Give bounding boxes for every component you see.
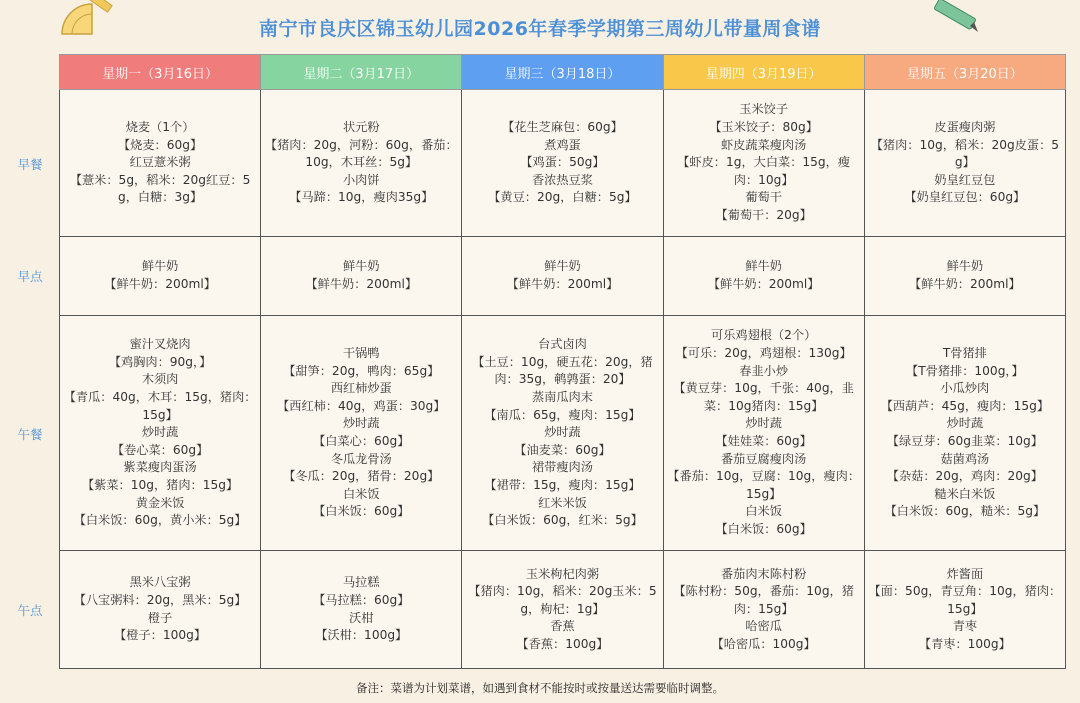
day-header-friday: 星期五（3月20日） xyxy=(864,55,1065,90)
menu-cell-breakfast-friday xyxy=(864,90,1065,237)
ingredient-line: 【葡萄干：20g】 xyxy=(715,207,812,222)
menu-cell-morning-snack-friday xyxy=(864,237,1065,316)
dish-name: 奶皇红豆包 xyxy=(934,172,996,187)
dish-name: 鲜牛奶 xyxy=(141,259,179,274)
dish-name: 小肉饼 xyxy=(343,172,380,187)
dish-name: 黑米八宝粥 xyxy=(129,575,191,590)
dish-name: 白米饭 xyxy=(343,486,380,501)
ingredient-line: 【白米饭：60g，糙米：5g】 xyxy=(884,504,1046,519)
ingredient-line: 【卷心菜：60g】 xyxy=(111,442,209,457)
ingredient-line: 【猪肉：10g，稻米：20g玉米：5g，枸杞：1g】 xyxy=(468,584,657,616)
dish-name: 鲜牛奶 xyxy=(343,259,380,274)
ingredient-line: 【鲜牛奶：200ml】 xyxy=(707,277,820,291)
menu-cell-lunch-friday xyxy=(864,316,1065,551)
menu-cell-afternoon-snack-friday xyxy=(864,551,1065,669)
ingredient-line: 【陈村粉：50g，番茄：10g，猪肉：15g】 xyxy=(673,584,854,616)
dish-name: 炒时蔬 xyxy=(141,425,179,440)
dish-name: 红米米饭 xyxy=(538,495,587,510)
dish-name: 菇菌鸡汤 xyxy=(940,451,990,466)
ingredient-line: 【裙带：15g，瘦肉：15g】 xyxy=(484,477,641,492)
dish-name: 炒时蔬 xyxy=(544,425,581,440)
weekly-menu-table xyxy=(59,54,1066,669)
meal-label-afternoon-snack: 午点 xyxy=(17,603,43,618)
ingredient-line: 【黄豆：20g，白糖：5g】 xyxy=(488,190,637,205)
dish-name: 春韭小炒 xyxy=(739,363,789,378)
ingredient-line: 【可乐：20g，鸡翅根：130g】 xyxy=(675,346,852,361)
dish-name: 沃柑 xyxy=(349,610,374,625)
dish-name: 番茄肉末陈村粉 xyxy=(721,566,807,581)
ingredient-line: 【白菜心：60g】 xyxy=(313,434,410,448)
dish-name: 糙米白米饭 xyxy=(934,486,996,501)
menu-cell-breakfast-thursday xyxy=(663,90,864,237)
ingredient-line: 【杂菇：20g，鸡肉：20g】 xyxy=(886,469,1043,484)
ingredient-line: 【猪肉：20g，河粉：60g，番茄：10g，木耳丝：5g】 xyxy=(264,137,458,170)
dish-name: 炸酱面 xyxy=(946,566,984,581)
ingredient-line: 【娃娃菜：60g】 xyxy=(715,434,812,448)
meal-row-afternoon-snack xyxy=(60,551,1066,669)
menu-cell-morning-snack-thursday xyxy=(663,237,864,316)
dish-name: 西红柿炒蛋 xyxy=(330,381,392,396)
dish-name: 哈密瓜 xyxy=(745,619,782,634)
meal-row-morning-snack xyxy=(60,237,1066,316)
ingredient-line: 【玉米饺子：80g】 xyxy=(709,120,818,135)
dish-name: 蜜汁叉烧肉 xyxy=(129,337,191,352)
dish-name: 黄金米饭 xyxy=(135,495,185,510)
menu-cell-lunch-tuesday xyxy=(261,316,462,551)
dish-name: 煮鸡蛋 xyxy=(544,137,581,152)
dish-name: 红豆薏米粥 xyxy=(129,155,191,170)
menu-cell-breakfast-wednesday xyxy=(462,90,663,237)
ingredient-line: 【白米饭：60g，黄小米：5g】 xyxy=(73,513,247,528)
meal-row-breakfast xyxy=(60,90,1066,237)
ingredient-line: 【西葫芦：45g，瘦肉：15g】 xyxy=(880,398,1050,413)
ingredient-line: 【番茄：10g，豆腐：10g，瘦肉：15g】 xyxy=(667,469,861,501)
ingredient-line: 【土豆：10g，硬五花：20g，猪肉：35g，鹌鹑蛋：20】 xyxy=(472,354,653,387)
dish-name: 葡萄干 xyxy=(745,190,782,205)
dish-name: 炒时蔬 xyxy=(343,416,380,431)
ingredient-line: 【白米饭：60g】 xyxy=(715,521,812,536)
dish-name: 烧麦（1个） xyxy=(125,120,195,135)
dish-name: 白米饭 xyxy=(745,504,782,519)
ingredient-line: 【鲜牛奶：200ml】 xyxy=(909,277,1021,291)
ingredient-line: 【甜笋：20g，鸭肉：65g】 xyxy=(283,363,440,378)
dish-name: 玉米枸杞肉粥 xyxy=(525,566,600,581)
ingredient-line: 【薏米：5g，稻米：20g红豆：5g，白糖：3g】 xyxy=(69,172,251,205)
dish-name: 香蕉 xyxy=(550,619,575,634)
ingredient-line: 【西红柿：40g，鸡蛋：30g】 xyxy=(277,398,446,413)
menu-cell-morning-snack-tuesday xyxy=(261,237,462,316)
day-header-thursday: 星期四（3月19日） xyxy=(663,55,864,90)
ingredient-line: 【花生芝麻包：60g】 xyxy=(502,120,623,135)
ingredient-line: 【白米饭：60g】 xyxy=(313,504,410,519)
ingredient-line: 【紫菜：10g，猪肉：15g】 xyxy=(82,477,239,492)
ingredient-line: 【八宝粥料：20g，黑米：5g】 xyxy=(73,592,247,607)
ingredient-line: 【香蕉：100g】 xyxy=(516,636,609,651)
menu-cell-lunch-thursday xyxy=(663,316,864,551)
dish-name: 炒时蔬 xyxy=(946,416,984,431)
ingredient-line: 【猪肉：10g，稻米：20g皮蛋：5g】 xyxy=(870,137,1060,170)
footnote: 备注：菜谱为计划菜谱，如遇到食材不能按时或按量送达需要临时调整。 xyxy=(356,681,724,695)
ingredient-line: 【烧麦：60g】 xyxy=(118,137,203,152)
dish-name: 木须肉 xyxy=(141,372,179,387)
dish-name: 台式卤肉 xyxy=(538,337,587,352)
ingredient-line: 【青枣：100g】 xyxy=(918,636,1011,651)
ingredient-line: 【白米饭：60g，红米：5g】 xyxy=(482,513,643,528)
dish-name: 鲜牛奶 xyxy=(946,259,984,274)
dish-name: 冬瓜龙骨汤 xyxy=(330,451,392,466)
ingredient-line: 【青瓜：40g，木耳：15g，猪肉：15g】 xyxy=(63,390,257,422)
day-header-row xyxy=(60,55,1066,90)
dish-name: 虾皮蔬菜瘦肉汤 xyxy=(721,137,807,152)
menu-cell-afternoon-snack-tuesday xyxy=(261,551,462,669)
ingredient-line: 【哈密瓜：100g】 xyxy=(711,636,816,651)
menu-cell-morning-snack-monday xyxy=(60,237,261,316)
ingredient-line: 【油麦菜：60g】 xyxy=(514,442,611,457)
ingredient-line: 【鲜牛奶：200ml】 xyxy=(506,277,619,291)
dish-name: 可乐鸡翅根（2个） xyxy=(711,328,817,343)
meal-label-breakfast: 早餐 xyxy=(17,157,43,172)
dish-name: 番茄豆腐瘦肉汤 xyxy=(721,451,807,466)
ingredient-line: 【鸡胸肉：90g，】 xyxy=(108,354,212,369)
dish-name: 蒸南瓜肉末 xyxy=(532,390,593,405)
menu-cell-breakfast-tuesday xyxy=(261,90,462,237)
page-title: 南宁市良庆区锦玉幼儿园2026年春季学期第三周幼儿带量周食谱 xyxy=(259,18,821,40)
ingredient-line: 【沃柑：100g】 xyxy=(315,628,408,643)
dish-name: 鲜牛奶 xyxy=(745,259,782,274)
ingredient-line: 【虾皮：1g，大白菜：15g，瘦肉：10g】 xyxy=(677,155,851,187)
ingredient-line: 【绿豆芽：60g韭菜：10g】 xyxy=(886,434,1043,448)
ingredient-line: 【奶皇红豆包：60g】 xyxy=(904,190,1026,205)
menu-cell-lunch-monday xyxy=(60,316,261,551)
ingredient-line: 【橙子：100g】 xyxy=(114,628,207,643)
menu-cell-breakfast-monday xyxy=(60,90,261,237)
ingredient-line: 【鲜牛奶：200ml】 xyxy=(104,277,216,291)
dish-name: 干锅鸭 xyxy=(343,346,380,361)
ingredient-line: 【冬瓜：20g，猪骨：20g】 xyxy=(283,469,440,484)
meal-label-morning-snack: 早点 xyxy=(17,269,43,284)
ingredient-line: 【T骨猪排：100g，】 xyxy=(906,363,1024,378)
dish-name: 状元粉 xyxy=(343,120,380,135)
dish-name: 鲜牛奶 xyxy=(544,259,581,274)
ingredient-line: 【鲜牛奶：200ml】 xyxy=(305,277,418,291)
dish-name: 小瓜炒肉 xyxy=(940,381,990,396)
menu-cell-morning-snack-wednesday xyxy=(462,237,663,316)
ingredient-line: 【鸡蛋：50g】 xyxy=(520,155,605,170)
dish-name: 皮蛋瘦肉粥 xyxy=(934,120,996,135)
menu-cell-afternoon-snack-wednesday xyxy=(462,551,663,669)
day-header-monday: 星期一（3月16日） xyxy=(60,55,261,90)
ingredient-line: 【马拉糕：60g】 xyxy=(313,592,410,607)
dish-name: 裙带瘦肉汤 xyxy=(532,460,593,475)
ingredient-line: 【马蹄：10g，瘦肉35g】 xyxy=(289,190,434,205)
dish-name: 紫菜瘦肉蛋汤 xyxy=(123,460,197,475)
dish-name: T骨猪排 xyxy=(942,346,987,361)
menu-cell-afternoon-snack-thursday xyxy=(663,551,864,669)
dish-name: 马拉糕 xyxy=(343,575,380,590)
menu-cell-lunch-wednesday xyxy=(462,316,663,551)
ingredient-line: 【面：50g，青豆角：10g，猪肉：15g】 xyxy=(868,584,1062,616)
dish-name: 玉米饺子 xyxy=(739,102,789,117)
meal-label-lunch: 午餐 xyxy=(17,427,43,442)
dish-name: 炒时蔬 xyxy=(745,416,782,431)
ingredient-line: 【南瓜：65g，瘦肉：15g】 xyxy=(484,407,641,422)
day-header-tuesday: 星期二（3月17日） xyxy=(261,55,462,90)
menu-cell-afternoon-snack-monday xyxy=(60,551,261,669)
dish-name: 香浓热豆浆 xyxy=(532,172,593,187)
ingredient-line: 【黄豆芽：10g，千张：40g，韭菜：10g猪肉：15g】 xyxy=(673,381,854,413)
dish-name: 青枣 xyxy=(952,619,978,634)
meal-row-lunch xyxy=(60,316,1066,551)
day-header-wednesday: 星期三（3月18日） xyxy=(462,55,663,90)
dish-name: 橙子 xyxy=(147,610,173,625)
